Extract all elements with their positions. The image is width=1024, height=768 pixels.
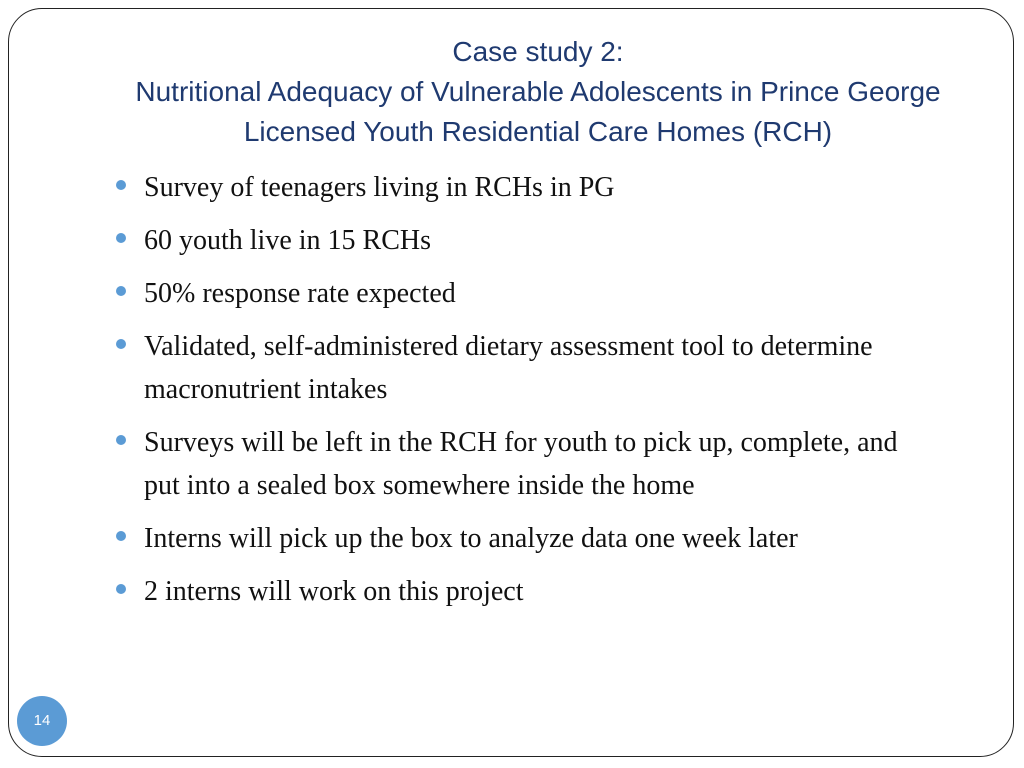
title-subheading: Nutritional Adequacy of Vulnerable Adolescents in Prince George Licensed Youth Residential Care Homes (RCH) [135, 76, 941, 147]
bullet-list [116, 166, 936, 623]
bullet-item [116, 570, 936, 613]
bullet-dot-icon [116, 286, 126, 296]
bullet-item [116, 272, 936, 315]
bullet-text: Validated, self-administered dietary assessment tool to determine macronutrient intakes [144, 331, 873, 405]
bullet-text: 2 interns will work on this project [144, 576, 524, 607]
bullet-text: 60 youth live in 15 RCHs [144, 225, 432, 256]
bullet-dot-icon [116, 233, 126, 243]
bullet-item [116, 219, 936, 262]
bullet-dot-icon [116, 435, 126, 445]
bullet-item [116, 517, 936, 560]
bullet-dot-icon [116, 180, 126, 190]
slide-title [110, 32, 966, 152]
page-number-badge: 14 [17, 696, 67, 746]
bullet-item [116, 166, 936, 209]
bullet-dot-icon [116, 339, 126, 349]
bullet-text: Surveys will be left in the RCH for youth to pick up, complete, and put into a sealed box somewhere inside the home [144, 427, 898, 501]
bullet-item [116, 421, 936, 507]
title-heading: Case study 2: [452, 36, 624, 67]
bullet-dot-icon [116, 531, 126, 541]
bullet-text: Survey of teenagers living in RCHs in PG [144, 172, 615, 203]
bullet-item [116, 325, 936, 411]
bullet-dot-icon [116, 584, 126, 594]
bullet-text: Interns will pick up the box to analyze data one week later [144, 523, 798, 554]
bullet-text: 50% response rate expected [144, 278, 456, 309]
